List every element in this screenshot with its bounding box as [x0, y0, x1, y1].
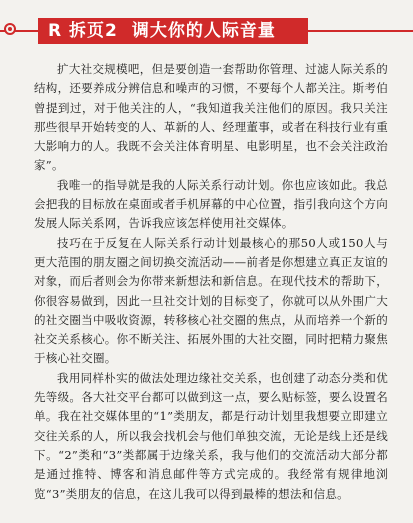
header-circle-marker-icon [4, 23, 16, 35]
section-label: R 拆页2 [48, 21, 118, 41]
section-header [0, 18, 413, 44]
paragraph: 技巧在于反复在人际关系行动计划最核心的那50人或150人与更大范围的朋友圈之间切换交流活动——前者是你想建立真正友谊的对象，而后者则会为你带来新想法和新信息。在现代技术的帮助下，你很容易做到，因此一旦社交计划的目标变了，你就可以从外围广大的社交圈当中吸收资源，转移核心社交圈的焦点，从而培养一个新的社交关系核心。你不断关注、拓展外围的大社交圈，同时把精力聚焦于核心社交圈。 [34, 235, 388, 366]
section-title: 调大你的人际音量 [131, 21, 276, 41]
paragraph: 我唯一的指导就是我的人际关系行动计划。你也应该如此。我总会把我的目标放在桌面或者手机屏幕的中心位置，指引我向这个方向发展人际关系网，告诉我应该怎样使用社交媒体。 [34, 177, 388, 231]
section-heading [38, 18, 308, 44]
paragraph: 我用同样朴实的做法处理边缘社交关系，也创建了动态分类和优先等级。各大社交平台都可以做到这一点，要么贴标签，要么设置名单。我在社交媒体里的“1”类朋友，都是行动计划里我想要立即建立交往关系的人，所以我会找机会与他们单独交流，无论是线上还是线下。“2”类和“3”类都属于边缘关系，我与他们的交流活动大部分都是通过推特、博客和消息邮件等方式完成的。我经常有规律地浏览“3”类朋友的信息，在这儿我可以得到最棒的想法和信息。 [34, 370, 388, 501]
body-text [34, 60, 388, 504]
paragraph: 扩大社交规模吧，但是要创造一套帮助你管理、过滤人际关系的结构，还要养成分辨信息和噪声的习惯，不要每个人都关注。斯考伯曾提到过，对于他关注的人，“我知道我关注他们的原因。我只关注那些很早开始转变的人、革新的人、经理董事，或者在科技行业有重大影响力的人。我既不会关注体育明星、电影明星，也不会关注政治家”。 [34, 62, 388, 173]
